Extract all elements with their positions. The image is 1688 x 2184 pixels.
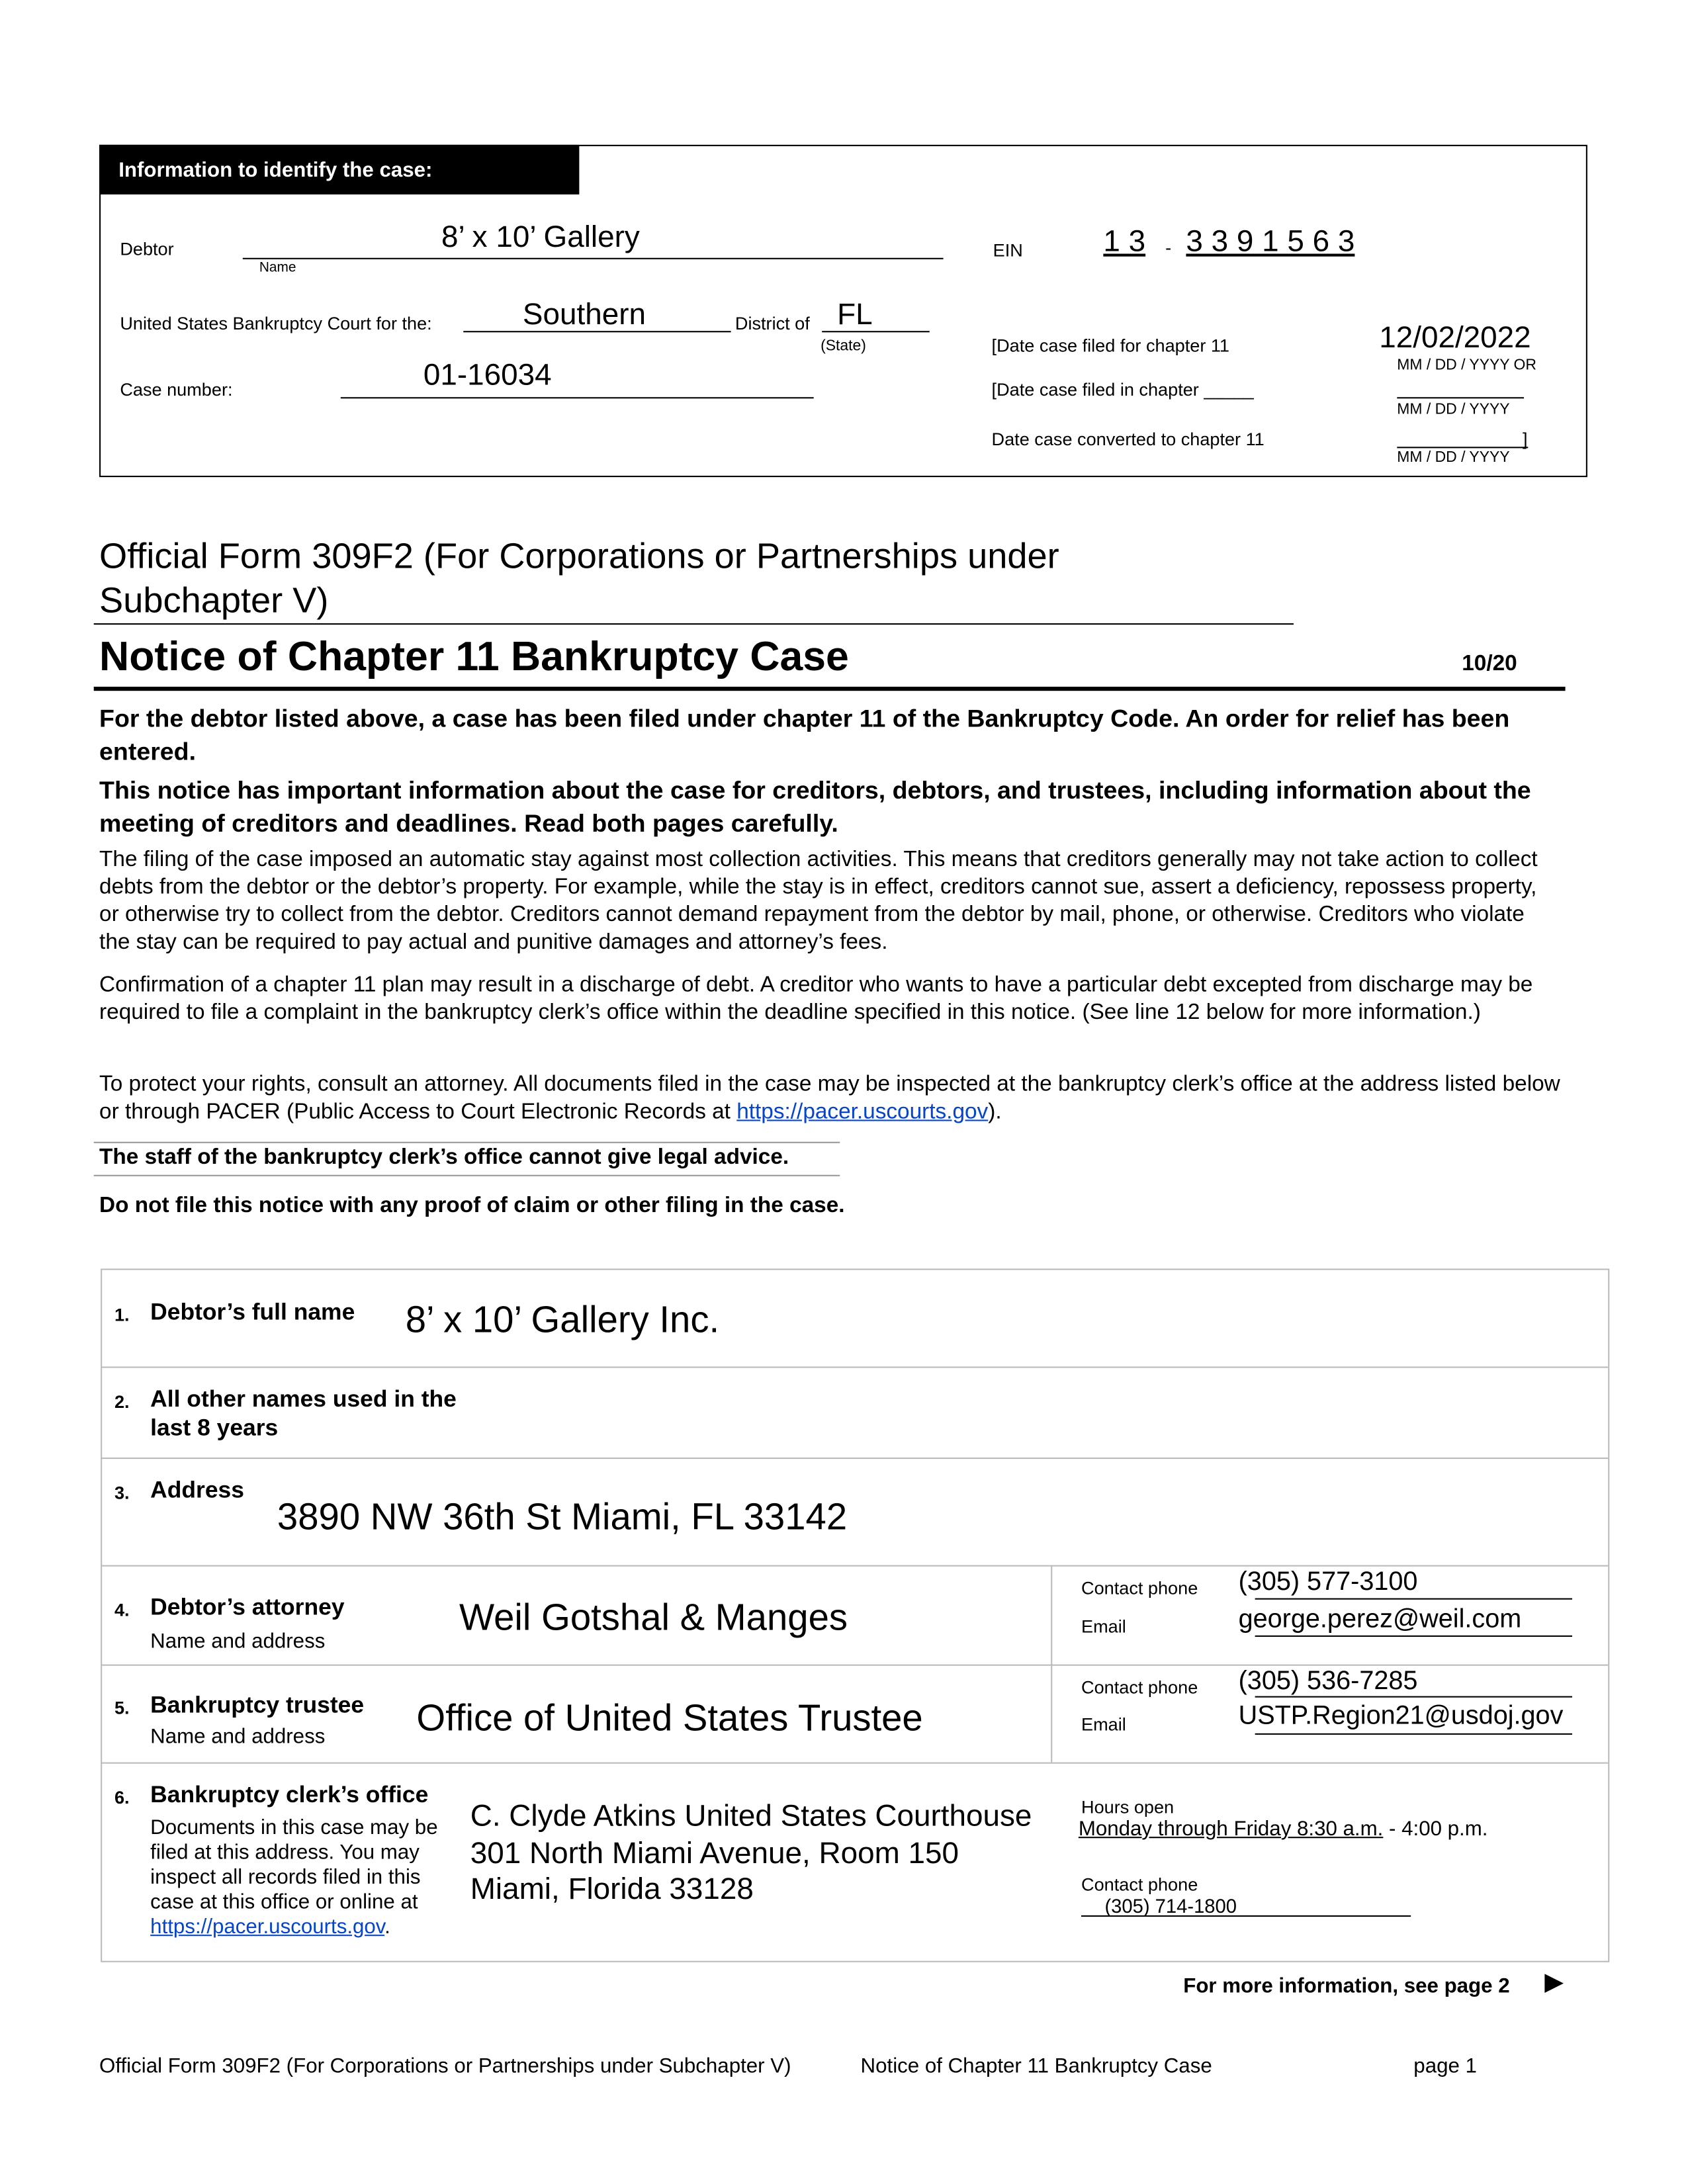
- attorney-name: Weil Gotshal & Manges: [459, 1596, 848, 1639]
- clerk-office-desc: Documents in this case may be: [150, 1815, 438, 1840]
- pacer-link[interactable]: https://pacer.uscourts.gov: [736, 1100, 989, 1124]
- filed-in-chapter-label: [Date case filed in chapter _____: [991, 379, 1254, 400]
- intro-para-3: To protect your rights, consult an attorney. All documents filed in the case may be inspected at the bankruptcy clerk’s office at the address listed below or through PACER (Public Access to Court Electronic Records at https://pacer.uscourts.gov).: [99, 1072, 1560, 1124]
- date-format: MM / DD / YYYY: [1397, 449, 1510, 466]
- clerk-pacer-link-wrap: https://pacer.uscourts.gov.: [150, 1915, 390, 1939]
- state-caption: (State): [821, 337, 866, 355]
- case-info-header-text: Information to identify the case:: [118, 158, 433, 183]
- item-number: 1.: [114, 1304, 130, 1325]
- debtor-full-name-label: Debtor’s full name: [150, 1299, 355, 1325]
- trustee-label: Bankruptcy trustee: [150, 1692, 365, 1718]
- attorney-email[interactable]: george.perez@weil.com: [1238, 1605, 1522, 1634]
- item-number: 6.: [114, 1787, 130, 1808]
- footer-form: Official Form 309F2 (For Corporations or Partnerships under Subchapter V): [99, 2054, 791, 2078]
- case-number: 01-16034: [423, 357, 552, 392]
- debtor-full-name: 8’ x 10’ Gallery Inc.: [405, 1299, 720, 1340]
- official-form-line2: Subchapter V): [99, 579, 329, 621]
- page-title: Notice of Chapter 11 Bankruptcy Case: [99, 634, 849, 680]
- trustee-name: Office of United States Trustee: [416, 1697, 923, 1739]
- name-caption: Name: [259, 260, 296, 276]
- attorney-label: Debtor’s attorney: [150, 1594, 345, 1620]
- clerk-address-2: 301 North Miami Avenue, Room 150: [470, 1835, 959, 1870]
- intro-bold-2: This notice has important information about the case for creditors, debtors, and trustees, including information about the meeting of creditors and deadlines. Read both pages carefully.: [99, 776, 1531, 838]
- attorney-phone: (305) 577-3100: [1238, 1567, 1418, 1597]
- filed-ch11-label: [Date case filed for chapter 11: [991, 335, 1229, 356]
- clerk-office-label: Bankruptcy clerk’s office: [150, 1781, 429, 1808]
- ein-label: EIN: [993, 240, 1023, 261]
- trustee-phone: (305) 536-7285: [1238, 1667, 1418, 1696]
- item-number: 4.: [114, 1599, 130, 1620]
- hours-label: Hours open: [1081, 1796, 1175, 1817]
- clerk-pacer-link[interactable]: https://pacer.uscourts.gov: [150, 1915, 385, 1939]
- more-info-note: For more information, see page 2: [1183, 1974, 1510, 1999]
- do-not-file-note: Do not file this notice with any proof of claim or other filing in the case.: [99, 1194, 845, 1218]
- intro-bold-1: For the debtor listed above, a case has been filed under chapter 11 of the Bankruptcy Code. An order for relief has been entered.: [99, 705, 1510, 765]
- clerk-office-desc: inspect all records filed in this: [150, 1865, 421, 1890]
- item-number: 5.: [114, 1697, 130, 1718]
- ein-suffix: 3 3 9 1 5 6 3: [1186, 223, 1355, 258]
- ein-separator: -: [1165, 237, 1172, 258]
- trustee-email[interactable]: USTP.Region21@usdoj.gov: [1238, 1701, 1564, 1731]
- bracket: ]: [1522, 429, 1528, 450]
- attorney-phone-label: Contact phone: [1081, 1577, 1198, 1598]
- trustee-phone-label: Contact phone: [1081, 1677, 1198, 1698]
- state: FL: [837, 296, 873, 331]
- arrow-right-icon: ▶: [1544, 1968, 1564, 1995]
- item-number: 3.: [114, 1482, 130, 1503]
- filed-ch11-date: 12/02/2022: [1379, 320, 1531, 355]
- footer-page: page 1: [1413, 2054, 1477, 2078]
- clerk-address-3: Miami, Florida 33128: [470, 1871, 754, 1906]
- hours-value: Monday through Friday 8:30 a.m. - 4:00 p.m.: [1078, 1817, 1488, 1841]
- court-label: United States Bankruptcy Court for the:: [120, 313, 432, 334]
- trustee-sublabel: Name and address: [150, 1725, 326, 1749]
- converted-label: Date case converted to chapter 11: [991, 429, 1265, 450]
- ein-prefix: 1 3: [1103, 223, 1146, 258]
- case-number-label: Case number:: [120, 379, 233, 400]
- staff-note: The staff of the bankruptcy clerk’s office cannot give legal advice.: [99, 1145, 789, 1170]
- clerk-phone-label: Contact phone: [1081, 1874, 1198, 1895]
- form-version: 10/20: [1462, 652, 1517, 676]
- intro-para-2: Confirmation of a chapter 11 plan may result in a discharge of debt. A creditor who wants to have a particular debt excepted from discharge may be required to file a complaint in the bankruptcy clerk’s office within the deadline specified in this notice. (See line 12 below for more information.): [99, 973, 1533, 1025]
- attorney-email-label: Email: [1081, 1616, 1126, 1637]
- official-form-line1: Official Form 309F2 (For Corporations or Partnerships under: [99, 535, 1059, 577]
- debtor-address: 3890 NW 36th St Miami, FL 33142: [277, 1496, 848, 1538]
- other-names-label-2: last 8 years: [150, 1415, 279, 1441]
- other-names-label: All other names used in the: [150, 1385, 457, 1413]
- date-format-or: MM / DD / YYYY OR: [1397, 357, 1536, 374]
- trustee-email-label: Email: [1081, 1714, 1126, 1735]
- clerk-office-desc: case at this office or online at: [150, 1890, 418, 1914]
- date-format: MM / DD / YYYY: [1397, 401, 1510, 418]
- clerk-phone: (305) 714-1800: [1104, 1894, 1237, 1917]
- footer-title: Notice of Chapter 11 Bankruptcy Case: [860, 2054, 1212, 2078]
- clerk-office-desc: filed at this address. You may: [150, 1841, 420, 1864]
- attorney-sublabel: Name and address: [150, 1630, 326, 1653]
- intro-para-1: The filing of the case imposed an automatic stay against most collection activities. This means that creditors generally may not take action to collect debts from the debtor or the debtor’s property. For example, while the stay is in effect, creditors cannot sue, assert a deficiency, repossess property, or otherwise try to collect from the debtor. Creditors cannot demand repayment from the debtor by mail, phone, or otherwise. Creditors who violate the stay can be required to pay actual and punitive damages and attorney’s fees.: [99, 848, 1538, 955]
- item-number: 2.: [114, 1391, 130, 1413]
- district-of-label: District of: [734, 313, 810, 334]
- court-district: Southern: [522, 296, 646, 331]
- clerk-address-1: C. Clyde Atkins United States Courthouse: [470, 1798, 1032, 1833]
- debtor-name: 8’ x 10’ Gallery: [441, 219, 640, 254]
- address-label: Address: [150, 1477, 244, 1503]
- debtor-label: Debtor: [120, 238, 174, 259]
